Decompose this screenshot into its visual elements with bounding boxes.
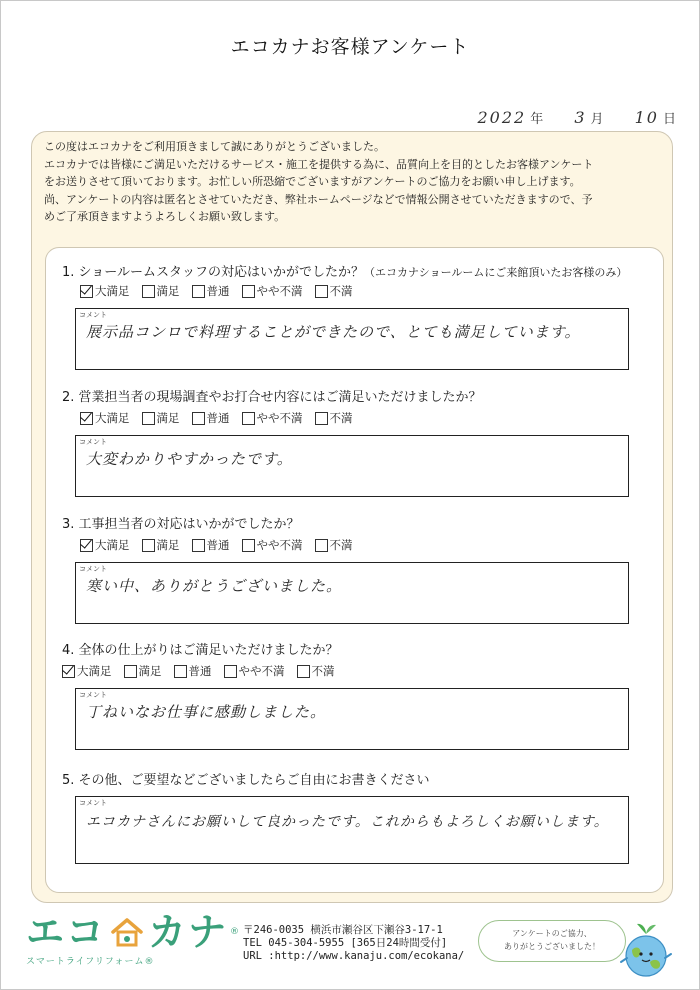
globe-mascot-icon xyxy=(616,918,676,980)
company-address xyxy=(243,924,464,963)
date-month-unit: 月 xyxy=(590,112,606,127)
intro-line: エコカナでは皆様にご満足いただけるサービス・施工を提供する為に、品質向上を目的としたお客様アンケート xyxy=(44,157,594,171)
checkbox[interactable] xyxy=(242,285,255,298)
option-somewhat-dissatisfied[interactable]: やや不満 xyxy=(242,283,303,299)
checkbox[interactable] xyxy=(142,539,155,552)
handwritten-comment: 大変わかりやすかったです。 xyxy=(86,450,293,468)
question-text: 工事担当者の対応はいかがでしたか？ xyxy=(78,517,300,532)
checkbox[interactable] xyxy=(124,665,137,678)
comment-label: コメント xyxy=(79,311,107,319)
survey-date xyxy=(478,108,679,127)
question-1 xyxy=(62,261,627,280)
house-icon xyxy=(110,917,144,947)
option-very-satisfied[interactable]: 大満足 xyxy=(80,410,130,426)
option-satisfied[interactable]: 満足 xyxy=(142,283,180,299)
comment-label: コメント xyxy=(79,565,107,573)
option-satisfied[interactable]: 満足 xyxy=(124,663,162,679)
option-very-satisfied[interactable]: 大満足 xyxy=(80,283,130,299)
logo-text-left: エコ xyxy=(26,910,107,954)
checkbox[interactable] xyxy=(192,285,205,298)
thanks-speech-bubble xyxy=(478,920,626,962)
address-phone: TEL 045-304-5955 [365日24時間受付] xyxy=(243,937,448,949)
question-number: 4. xyxy=(62,643,75,658)
question-text: その他、ご要望などございましたらご自由にお書きください xyxy=(78,773,430,788)
logo-subtitle: スマートライフリフォーム® xyxy=(26,957,155,967)
checkbox[interactable] xyxy=(315,412,328,425)
question-text: ショールームスタッフの対応はいかがでしたか？ xyxy=(78,265,365,280)
question-note: （エコカナショールームにご来館頂いたお客様のみ） xyxy=(364,266,628,279)
date-year: 2022 xyxy=(477,108,527,127)
comment-box-4[interactable] xyxy=(75,688,629,750)
checkbox[interactable] xyxy=(192,539,205,552)
ecokana-logo xyxy=(26,912,241,967)
checkbox[interactable] xyxy=(297,665,310,678)
date-day-unit: 日 xyxy=(662,112,678,127)
intro-line: めご了承頂きますようよろしくお願い致します。 xyxy=(44,210,286,223)
intro-text xyxy=(44,138,670,226)
handwritten-comment: 展示品コンロで料理することができたので、とても満足しています。 xyxy=(86,323,581,341)
checkbox[interactable] xyxy=(80,539,93,552)
option-dissatisfied[interactable]: 不満 xyxy=(315,410,353,426)
page-title: エコカナお客様アンケート xyxy=(230,36,470,58)
checkbox[interactable] xyxy=(142,412,155,425)
option-satisfied[interactable]: 満足 xyxy=(142,410,180,426)
intro-line: この度はエコカナをご利用頂きまして誠にありがとうございました。 xyxy=(44,140,385,153)
date-month: 3 xyxy=(574,108,587,127)
option-neutral[interactable]: 普通 xyxy=(192,283,230,299)
intro-line: をお送りさせて頂いております。お忙しい所恐縮でございますがアンケートのご協力をお願い申し上げます。 xyxy=(44,175,581,188)
date-day: 10 xyxy=(634,108,659,127)
checkbox[interactable] xyxy=(242,539,255,552)
question-text: 営業担当者の現場調査やお打合せ内容にはご満足いただけましたか？ xyxy=(78,390,482,405)
checkbox[interactable] xyxy=(142,285,155,298)
question-3-options xyxy=(80,537,353,553)
checkbox[interactable] xyxy=(80,412,93,425)
logo-text-right: カナ xyxy=(148,910,229,954)
logo-registered-mark: ® xyxy=(230,927,242,937)
option-somewhat-dissatisfied[interactable]: やや不満 xyxy=(224,663,285,679)
option-dissatisfied[interactable]: 不満 xyxy=(297,663,335,679)
comment-label: コメント xyxy=(79,799,107,807)
address-postal: 〒246-0035 横浜市瀬谷区下瀬谷3-17-1 xyxy=(243,924,443,936)
comment-label: コメント xyxy=(79,691,107,699)
handwritten-comment: エコカナさんにお願いして良かったです。これからもよろしくお願いします。 xyxy=(86,814,609,830)
option-somewhat-dissatisfied[interactable]: やや不満 xyxy=(242,410,303,426)
option-dissatisfied[interactable]: 不満 xyxy=(315,283,353,299)
checkbox[interactable] xyxy=(315,285,328,298)
checkbox[interactable] xyxy=(80,285,93,298)
intro-line: 尚、アンケートの内容は匿名とさせていただき、弊社ホームページなどで情報公開させていただきますので、予 xyxy=(44,192,593,206)
comment-box-3[interactable] xyxy=(75,562,629,624)
option-very-satisfied[interactable]: 大満足 xyxy=(62,663,112,679)
question-2-options xyxy=(80,410,353,426)
date-year-unit: 年 xyxy=(530,112,546,127)
comment-label: コメント xyxy=(79,438,107,446)
address-url[interactable]: URL :http://www.kanaju.com/ecokana/ xyxy=(243,950,465,962)
checkbox[interactable] xyxy=(224,665,237,678)
checkbox[interactable] xyxy=(315,539,328,552)
question-text: 全体の仕上がりはご満足いただけましたか？ xyxy=(78,643,339,658)
option-neutral[interactable]: 普通 xyxy=(192,410,230,426)
question-number: 2. xyxy=(62,390,75,405)
checkbox[interactable] xyxy=(192,412,205,425)
question-2 xyxy=(62,386,482,405)
handwritten-comment: 寒い中、ありがとうございました。 xyxy=(86,577,343,595)
checkbox[interactable] xyxy=(62,665,75,678)
option-satisfied[interactable]: 満足 xyxy=(142,537,180,553)
option-neutral[interactable]: 普通 xyxy=(192,537,230,553)
handwritten-comment: 丁ねいなお仕事に感動しました。 xyxy=(86,703,327,721)
comment-box-2[interactable] xyxy=(75,435,629,497)
question-number: 1. xyxy=(62,265,75,280)
bubble-line: ありがとうございました！ xyxy=(504,942,600,951)
comment-box-5[interactable] xyxy=(75,796,629,864)
option-very-satisfied[interactable]: 大満足 xyxy=(80,537,130,553)
option-somewhat-dissatisfied[interactable]: やや不満 xyxy=(242,537,303,553)
question-3 xyxy=(62,513,300,532)
bubble-line: アンケートのご協力、 xyxy=(512,929,592,938)
question-number: 5. xyxy=(62,773,75,788)
checkbox[interactable] xyxy=(242,412,255,425)
question-number: 3. xyxy=(62,517,75,532)
option-neutral[interactable]: 普通 xyxy=(174,663,212,679)
checkbox[interactable] xyxy=(174,665,187,678)
question-5 xyxy=(62,769,430,788)
question-4-options xyxy=(62,663,335,679)
comment-box-1[interactable] xyxy=(75,308,629,370)
question-4 xyxy=(62,639,339,658)
option-dissatisfied[interactable]: 不満 xyxy=(315,537,353,553)
question-1-options xyxy=(80,283,353,299)
